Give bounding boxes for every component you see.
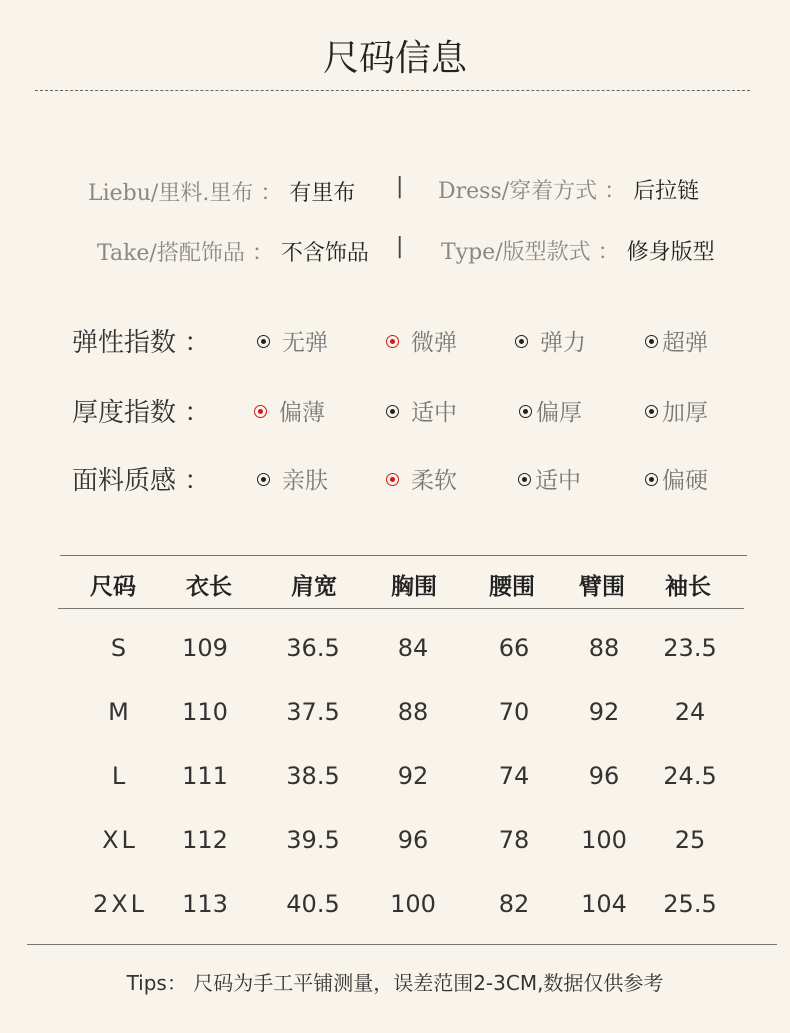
table-cell-length: 109 — [182, 634, 228, 662]
attr-separator: | — [396, 174, 404, 199]
table-cell-sleeve: 25 — [674, 826, 706, 854]
elasticity-label: 弹性指数 ： — [72, 328, 211, 358]
thickness-option-selected: 偏薄 — [254, 394, 325, 427]
attr-accessory-value: 不含饰品 — [280, 241, 369, 266]
attr-accessory — [97, 236, 369, 267]
attr-type — [441, 235, 715, 266]
table-cell-bust: 100 — [390, 890, 436, 918]
attr-lining — [88, 176, 355, 207]
attr-lining-value: 有里布 — [289, 181, 356, 206]
table-cell-size: L — [111, 762, 129, 790]
radio-dot-icon — [645, 335, 658, 348]
attr-wear — [438, 174, 699, 205]
table-cell-sleeve: 25.5 — [663, 890, 717, 918]
texture-option: 偏硬 — [645, 462, 708, 495]
table-cell-length: 113 — [182, 890, 228, 918]
dashed-divider — [35, 90, 750, 91]
table-cell-length: 112 — [182, 826, 228, 854]
thickness-option: 加厚 — [645, 394, 708, 427]
texture-option: 适中 — [518, 462, 581, 495]
table-header-size: 尺码 — [90, 573, 136, 600]
table-cell-size: 2XL — [92, 890, 148, 918]
table-cell-sleeve: 23.5 — [663, 634, 717, 662]
tips-note: Tips： 尺码为手工平铺测量，误差范围2-3CM,数据仅供参考 — [126, 971, 664, 995]
radio-dot-icon — [386, 405, 399, 418]
radio-dot-icon — [515, 335, 528, 348]
table-header-arm: 臂围 — [579, 573, 625, 600]
table-header-shoulder: 肩宽 — [291, 573, 337, 600]
table-cell-arm: 92 — [588, 698, 620, 726]
table-cell-arm: 96 — [588, 762, 620, 790]
table-cell-sleeve: 24.5 — [663, 762, 717, 790]
texture-label: 面料质感 ： — [72, 466, 211, 496]
table-cell-arm: 100 — [581, 826, 627, 854]
table-cell-bust: 92 — [397, 762, 429, 790]
thickness-option: 偏厚 — [519, 394, 582, 427]
table-cell-shoulder: 36.5 — [286, 634, 340, 662]
table-cell-shoulder: 39.5 — [286, 826, 340, 854]
radio-selected-icon — [386, 473, 399, 486]
radio-dot-icon — [645, 473, 658, 486]
attr-type-label: Type/版型款式 ： — [441, 240, 620, 265]
radio-dot-icon — [257, 335, 270, 348]
thickness-option: 适中 — [386, 394, 457, 427]
attr-type-value: 修身版型 — [626, 240, 715, 265]
table-cell-size: S — [110, 634, 130, 662]
table-cell-waist: 70 — [498, 698, 530, 726]
elasticity-option: 无弹 — [257, 324, 328, 357]
texture-option: 亲肤 — [257, 462, 328, 495]
table-cell-bust: 96 — [397, 826, 429, 854]
table-cell-shoulder: 38.5 — [286, 762, 340, 790]
table-cell-arm: 88 — [588, 634, 620, 662]
table-cell-bust: 84 — [397, 634, 429, 662]
table-cell-shoulder: 37.5 — [286, 698, 340, 726]
attr-wear-value: 后拉链 — [633, 179, 700, 204]
texture-option-selected: 柔软 — [386, 462, 457, 495]
table-cell-bust: 88 — [397, 698, 429, 726]
radio-dot-icon — [645, 405, 658, 418]
table-cell-length: 111 — [182, 762, 228, 790]
table-header-waist: 腰围 — [489, 573, 535, 600]
thickness-label: 厚度指数 ： — [72, 398, 211, 428]
table-cell-waist: 78 — [498, 826, 530, 854]
elasticity-option-selected: 微弹 — [386, 324, 457, 357]
radio-dot-icon — [257, 473, 270, 486]
page-title: 尺码信息 — [322, 38, 467, 79]
table-cell-sleeve: 24 — [674, 698, 706, 726]
table-cell-size: XL — [102, 826, 138, 854]
table-cell-shoulder: 40.5 — [286, 890, 340, 918]
table-header-length: 衣长 — [186, 573, 232, 600]
radio-dot-icon — [518, 473, 531, 486]
attr-lining-label: Liebu/里料.里布 ： — [88, 181, 283, 206]
table-cell-waist: 74 — [498, 762, 530, 790]
table-cell-waist: 82 — [498, 890, 530, 918]
attr-accessory-label: Take/搭配饰品 ： — [97, 241, 274, 266]
table-cell-arm: 104 — [581, 890, 627, 918]
table-header-bust: 胸围 — [391, 573, 437, 600]
radio-selected-icon — [254, 405, 267, 418]
table-cell-length: 110 — [182, 698, 228, 726]
table-top-rule — [60, 555, 747, 556]
table-header-sleeve: 袖长 — [665, 573, 711, 600]
table-cell-waist: 66 — [498, 634, 530, 662]
radio-selected-icon — [386, 335, 399, 348]
attr-wear-label: Dress/穿着方式 ： — [438, 179, 627, 204]
table-bottom-rule — [27, 944, 777, 945]
attr-separator: | — [396, 234, 404, 259]
table-cell-size: M — [108, 698, 132, 726]
table-header-rule — [58, 608, 744, 609]
elasticity-option: 超弹 — [645, 324, 708, 357]
elasticity-option: 弹力 — [515, 324, 586, 357]
radio-dot-icon — [519, 405, 532, 418]
